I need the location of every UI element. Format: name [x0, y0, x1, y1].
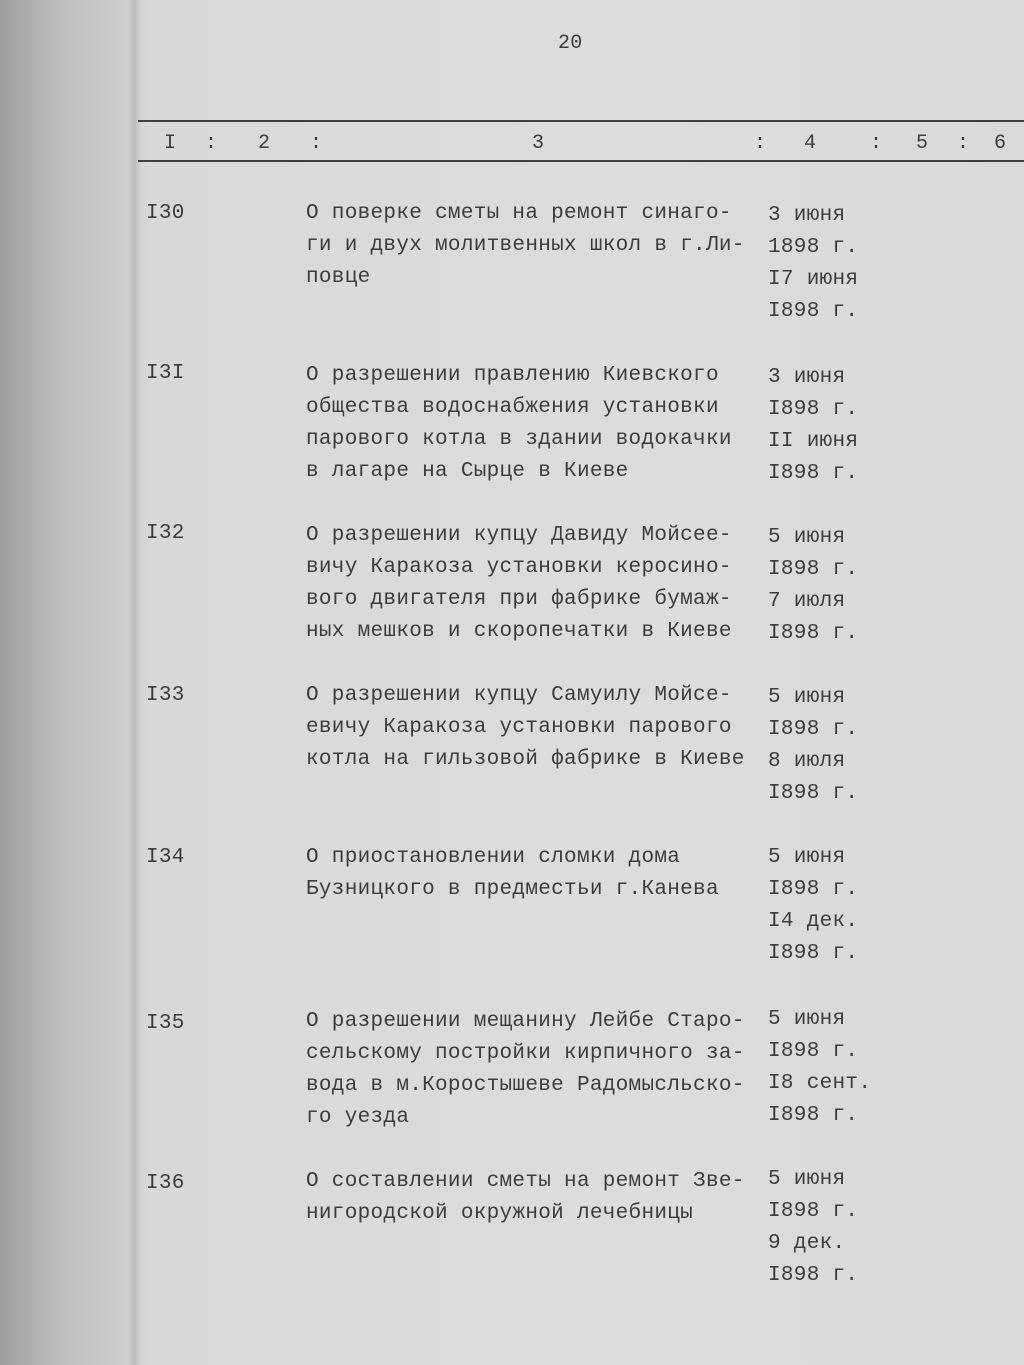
date-line: I898 г.: [768, 1040, 859, 1063]
row-description: [306, 1166, 745, 1230]
description-line: ных мешков и скоропечатки в Киеве: [306, 620, 732, 643]
date-line: 3 июня: [768, 366, 846, 389]
date-line: 5 июня: [768, 846, 846, 869]
description-line: Бузницкого в предместьи г.Канева: [306, 878, 719, 901]
date-line: I898 г.: [768, 1104, 859, 1127]
description-line: О составлении сметы на ремонт Зве-: [306, 1170, 745, 1193]
date-line: 5 июня: [768, 526, 846, 549]
description-line: вого двигателя при фабрике бумаж-: [306, 588, 732, 611]
row-description: [306, 680, 745, 776]
header-col5: 5: [916, 132, 929, 155]
description-line: парового котла в здании водокачки: [306, 428, 732, 451]
description-line: О приостановлении сломки дома: [306, 846, 681, 869]
row-description: [306, 198, 745, 294]
date-line: I7 июня: [768, 268, 859, 291]
header-col2: 2: [258, 132, 271, 155]
row-description: [306, 360, 732, 488]
header-bottom-rule: [138, 160, 1024, 162]
date-line: I898 г.: [768, 878, 859, 901]
date-line: I898 г.: [768, 622, 859, 645]
row-number: I33: [146, 684, 185, 707]
description-line: котла на гильзовой фабрике в Киеве: [306, 748, 745, 771]
date-line: I898 г.: [768, 558, 859, 581]
description-line: О разрешении правлению Киевского: [306, 364, 719, 387]
description-line: вода в м.Коростышеве Радомысльско-: [306, 1074, 745, 1097]
row-dates: [768, 200, 858, 328]
date-line: I898 г.: [768, 782, 859, 805]
date-line: II июня: [768, 430, 859, 453]
date-line: 5 июня: [768, 686, 846, 709]
description-line: ги и двух молитвенных школ в г.Ли-: [306, 234, 745, 257]
description-line: евичу Каракоза установки парового: [306, 716, 732, 739]
date-line: I898 г.: [768, 398, 859, 421]
row-number: I34: [146, 846, 185, 869]
description-line: вичу Каракоза установки керосино-: [306, 556, 732, 579]
row-dates: [768, 362, 858, 490]
header-col4: 4: [804, 132, 817, 155]
row-dates: [768, 842, 858, 970]
row-number: I35: [146, 1012, 185, 1035]
description-line: О разрешении купцу Давиду Мойсее-: [306, 524, 732, 547]
description-line: О разрешении мещанину Лейбе Старо-: [306, 1010, 745, 1033]
header-col1: I: [164, 132, 177, 155]
date-line: 7 июля: [768, 590, 846, 613]
row-dates: [768, 1164, 858, 1292]
date-line: 9 дек.: [768, 1232, 846, 1255]
date-line: 5 июня: [768, 1008, 846, 1031]
date-line: 8 июля: [768, 750, 846, 773]
date-line: I898 г.: [768, 462, 859, 485]
header-sep: :: [310, 132, 323, 155]
date-line: I4 дек.: [768, 910, 859, 933]
row-dates: [768, 522, 858, 650]
header-sep: :: [205, 132, 218, 155]
header-top-rule: [138, 120, 1024, 122]
header-col6: 6: [994, 132, 1007, 155]
row-description: [306, 1006, 745, 1134]
header-sep: :: [754, 132, 767, 155]
description-line: О поверке сметы на ремонт синаго-: [306, 202, 732, 225]
page-spine: [128, 0, 142, 1365]
description-line: нигородской окружной лечебницы: [306, 1202, 694, 1225]
row-number: I3I: [146, 362, 185, 385]
date-line: I898 г.: [768, 942, 859, 965]
date-line: 1898 г.: [768, 236, 859, 259]
page-number: 20: [558, 32, 583, 55]
description-line: О разрешении купцу Самуилу Мойсе-: [306, 684, 732, 707]
row-dates: [768, 682, 858, 810]
date-line: 3 июня: [768, 204, 846, 227]
header-sep: :: [957, 132, 970, 155]
row-number: I30: [146, 202, 185, 225]
row-number: I36: [146, 1172, 185, 1195]
description-line: повце: [306, 266, 371, 289]
header-col3: 3: [532, 132, 545, 155]
row-description: [306, 842, 719, 906]
description-line: го уезда: [306, 1106, 410, 1129]
date-line: I8 сент.: [768, 1072, 872, 1095]
date-line: I898 г.: [768, 300, 859, 323]
row-dates: [768, 1004, 871, 1132]
description-line: общества водоснабжения установки: [306, 396, 719, 419]
description-line: в лагаре на Сырце в Киеве: [306, 460, 629, 483]
description-line: сельскому постройки кирпичного за-: [306, 1042, 745, 1065]
header-sep: :: [870, 132, 883, 155]
date-line: I898 г.: [768, 718, 859, 741]
row-description: [306, 520, 732, 648]
row-number: I32: [146, 522, 185, 545]
date-line: 5 июня: [768, 1168, 846, 1191]
date-line: I898 г.: [768, 1264, 859, 1287]
date-line: I898 г.: [768, 1200, 859, 1223]
